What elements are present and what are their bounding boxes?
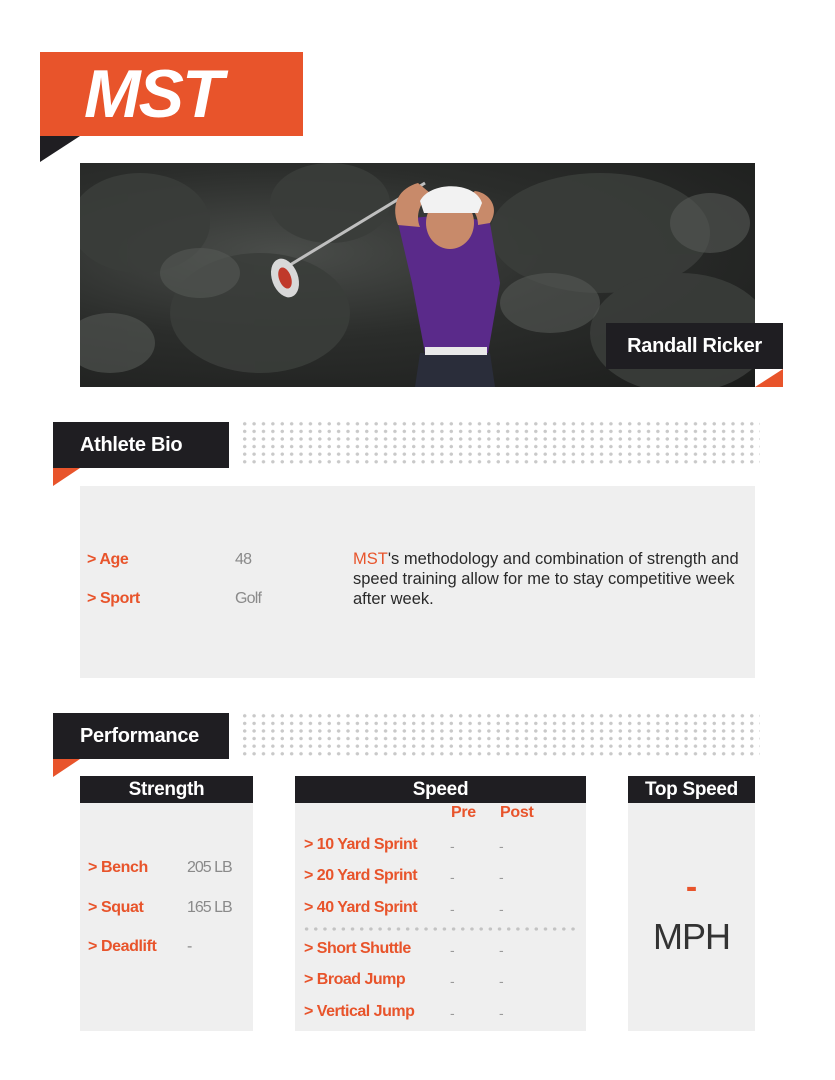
strength-deadlift-value: - <box>187 938 192 955</box>
speed-post-header: Post <box>500 804 534 821</box>
top-speed-value: - <box>685 868 698 906</box>
strength-header: Strength <box>80 776 253 803</box>
speed-row-pre: - <box>450 838 455 854</box>
logo-fold <box>40 136 80 162</box>
strength-squat-label: > Squat <box>88 899 144 916</box>
bio-sport-value: Golf <box>235 590 262 607</box>
speed-divider <box>302 925 578 933</box>
speed-row-label: > Vertical Jump <box>304 1003 415 1020</box>
speed-header: Speed <box>295 776 586 803</box>
strength-bench-label: > Bench <box>88 859 148 876</box>
strength-bench-value: 205 LB <box>187 859 232 876</box>
quote-text: 's methodology and combination of strength and speed training allow for me to stay competitive week after week. <box>353 550 739 608</box>
speed-row-post: - <box>499 942 504 958</box>
speed-row-label: > Short Shuttle <box>304 940 411 957</box>
athlete-name: Randall Ricker <box>606 323 783 369</box>
speed-row-pre: - <box>450 1005 455 1021</box>
speed-row-post: - <box>499 901 504 917</box>
athlete-quote <box>353 549 753 609</box>
speed-row-label: > 10 Yard Sprint <box>304 836 418 853</box>
dot-pattern <box>240 420 760 466</box>
strength-squat-value: 165 LB <box>187 899 232 916</box>
strength-card <box>80 803 253 1031</box>
speed-row-label: > Broad Jump <box>304 971 406 988</box>
bio-sport-label: > Sport <box>87 590 140 607</box>
speed-row-post: - <box>499 838 504 854</box>
logo: MST <box>84 56 222 132</box>
section-performance: Performance <box>53 713 229 759</box>
speed-row-post: - <box>499 1005 504 1021</box>
speed-pre-header: Pre <box>451 804 476 821</box>
top-speed-header: Top Speed <box>628 776 755 803</box>
speed-row-pre: - <box>450 942 455 958</box>
quote-brand: MST <box>353 550 388 568</box>
speed-row-pre: - <box>450 973 455 989</box>
bio-age-label: > Age <box>87 551 129 568</box>
speed-row-post: - <box>499 869 504 885</box>
speed-row-label: > 40 Yard Sprint <box>304 899 418 916</box>
dot-pattern <box>240 712 760 758</box>
speed-row-post: - <box>499 973 504 989</box>
speed-row-pre: - <box>450 901 455 917</box>
speed-row-label: > 20 Yard Sprint <box>304 867 418 884</box>
speed-row-pre: - <box>450 869 455 885</box>
section-athlete-bio: Athlete Bio <box>53 422 229 468</box>
name-fold <box>755 369 783 387</box>
section-fold <box>53 468 80 486</box>
bio-age-value: 48 <box>235 551 252 568</box>
top-speed-unit: MPH <box>653 916 730 957</box>
strength-deadlift-label: > Deadlift <box>88 938 157 955</box>
section-fold <box>53 759 80 777</box>
